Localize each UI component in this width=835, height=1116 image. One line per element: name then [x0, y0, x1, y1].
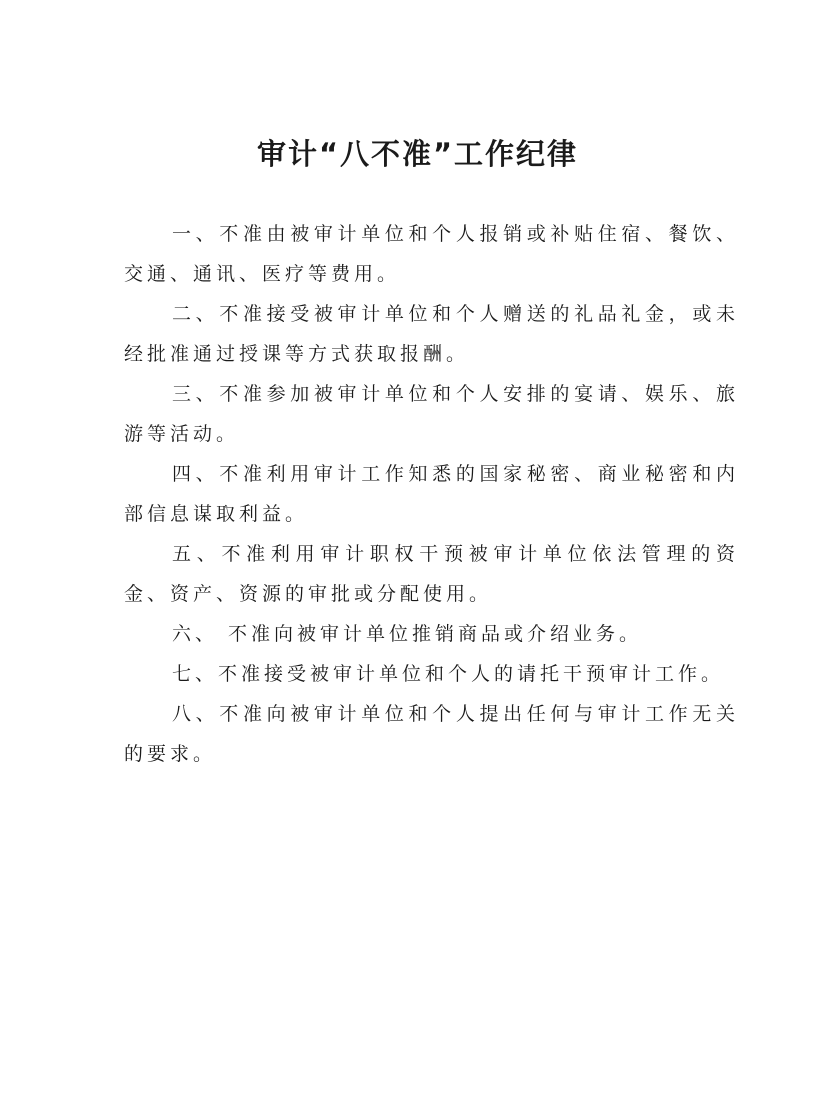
document-body	[124, 214, 739, 774]
rule-paragraph-6: 六、 不准向被审计单位推销商品或介绍业务。	[172, 623, 643, 645]
rule-paragraph-4: 四、不准利用审计工作知悉的国家秘密、商业秘密和内部信息谋取利益。	[124, 463, 739, 525]
document-title: 审计“八不准”工作纪律	[256, 137, 579, 171]
rule-paragraph-5: 五、不准利用审计职权干预被审计单位依法管理的资金、资产、资源的审批或分配使用。	[124, 543, 739, 605]
rule-paragraph-8: 八、不准向被审计单位和个人提出任何与审计工作无关的要求。	[124, 703, 739, 765]
rule-paragraph-2: 二、不准接受被审计单位和个人赠送的礼品礼金，或未经批准通过授课等方式获取报酬。	[124, 303, 739, 365]
rule-paragraph-7: 七、不准接受被审计单位和个人的请托干预审计工作。	[172, 663, 725, 685]
rule-paragraph-3: 三、不准参加被审计单位和个人安排的宴请、娱乐、旅游等活动。	[124, 383, 739, 445]
rule-paragraph-1: 一、不准由被审计单位和个人报销或补贴住宿、餐饮、交通、通讯、医疗等费用。	[124, 223, 739, 285]
